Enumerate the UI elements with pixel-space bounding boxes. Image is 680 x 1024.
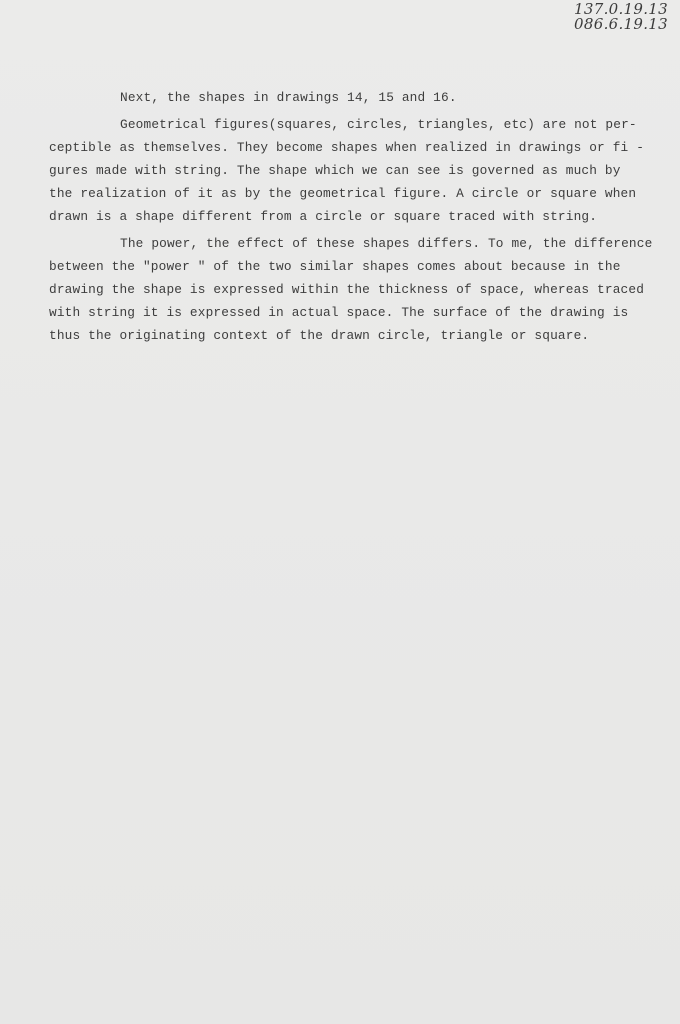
text-line: Next, the shapes in drawings 14, 15 and 16. bbox=[120, 90, 457, 105]
text-line: The power, the effect of these shapes differs. To me, the difference bbox=[120, 236, 653, 251]
text-line: Geometrical figures(squares, circles, triangles, etc) are not per- bbox=[120, 117, 637, 132]
text-line: drawing the shape is expressed within the thickness of space, whereas traced bbox=[49, 282, 645, 297]
text-line: drawn is a shape different from a circle or square traced with string. bbox=[49, 209, 598, 224]
archive-reference-number bbox=[574, 2, 668, 32]
archive-reference-line-1: 137.0.19.13 bbox=[574, 0, 668, 18]
text-line: ceptible as themselves. They become shapes when realized in drawings or fi - bbox=[49, 140, 645, 155]
typed-text-body bbox=[49, 86, 669, 347]
paragraph-3 bbox=[49, 232, 669, 347]
text-line: gures made with string. The shape which we can see is governed as much by bbox=[49, 163, 621, 178]
paragraph-2 bbox=[49, 113, 669, 228]
archive-reference-line-2: 086.6.19.13 bbox=[574, 15, 668, 33]
text-line: thus the originating context of the drawn circle, triangle or square. bbox=[49, 328, 590, 343]
text-line: with string it is expressed in actual space. The surface of the drawing is bbox=[49, 305, 629, 320]
text-line: between the "power " of the two similar shapes comes about because in the bbox=[49, 259, 621, 274]
paragraph-1 bbox=[49, 86, 669, 109]
text-line: the realization of it as by the geometrical figure. A circle or square when bbox=[49, 186, 637, 201]
